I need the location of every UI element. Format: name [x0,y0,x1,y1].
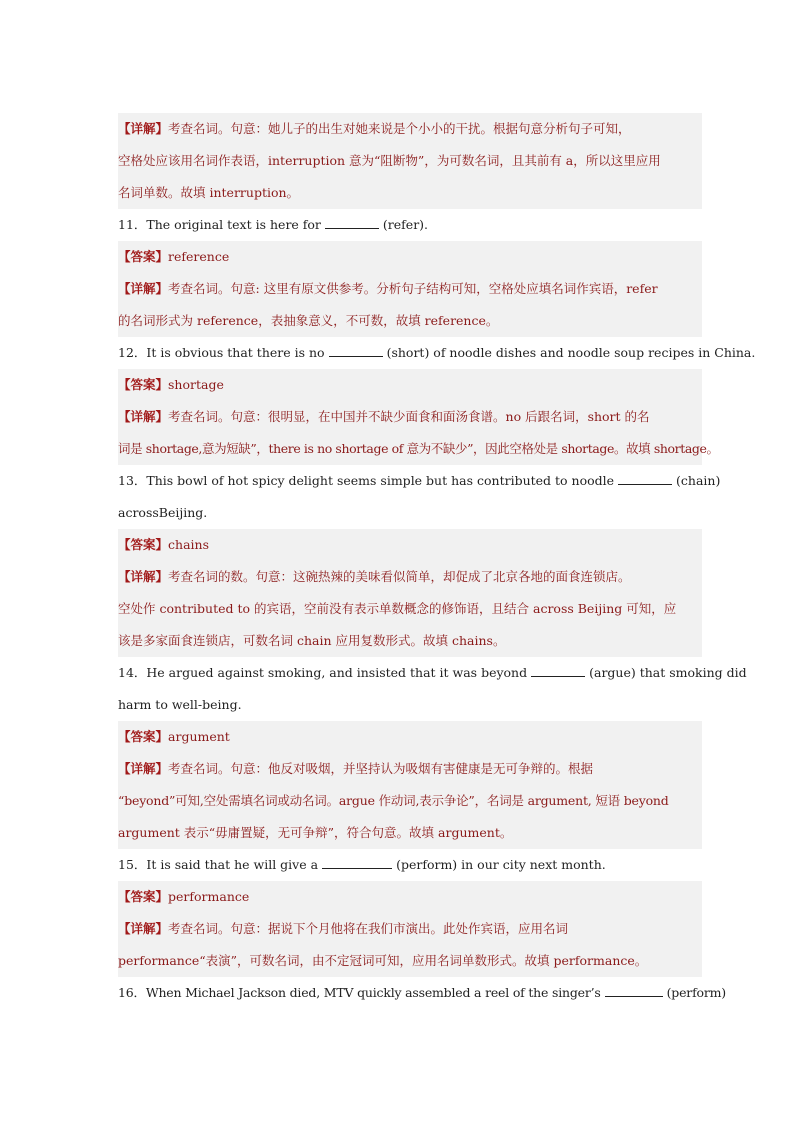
answer-text: chains [168,537,209,552]
detail-text: 考查名词。句意：很明显，在中国并不缺少面食和面汤食谱。no 后跟名词，short 的名 [168,409,650,424]
detail-line [118,273,702,305]
answer-blank [618,470,672,485]
detail-tag: 【详解】 [118,409,169,424]
question-14 [118,657,747,689]
question-number: 13． [118,473,147,488]
detail-line [118,593,702,625]
detail-text: 考查名词。句意：据说下个月他将在我们市演出。此处作宾语，应用名词 [168,921,569,936]
detail-tag: 【详解】 [118,761,169,776]
answer-tag: 【答案】 [118,249,169,264]
question-text: When Michael Jackson died, MTV quickly assembled a reel of the singer’s [145,985,601,1000]
detail-text: 考查名词。句意：他反对吸烟，并坚持认为吸烟有害健康是无可争辩的。根据 [168,761,594,776]
question-text: It is obvious that there is no [146,345,325,360]
answer-line [118,369,702,401]
question-15 [118,849,702,881]
detail-text: 该是多家面食连锁店，可数名词 chain 应用复数形式。故填 chains。 [118,633,506,648]
detail-text: 空处作 contributed to 的宾语，空前没有表示单数概念的修饰语，且结合 across Beijing 可知，应 [118,601,677,616]
question-number: 15． [118,857,147,872]
answer-tag: 【答案】 [118,377,169,392]
question-text: This bowl of hot spicy delight seems simple but has contributed to noodle [146,473,615,488]
question-text: He argued against smoking, and insisted that it was beyond [146,665,528,680]
question-text: It is said that he will give a [146,857,319,872]
question-text: (short) of noodle dishes and noodle soup recipes in China. [386,345,756,360]
question-number: 12． [118,345,147,360]
answer-text: argument [168,729,230,744]
detail-tag: 【详解】 [118,281,169,296]
question-text: acrossBeijing. [118,505,208,520]
detail-line [118,113,702,145]
detail-text: 的名词形式为 reference，表抽象意义，不可数，故填 reference。 [118,313,499,328]
detail-line [118,433,719,465]
question-number: 16． [118,985,146,1000]
detail-line [118,177,702,209]
answer-blank [329,342,383,357]
detail-line [118,913,702,945]
answer-blank [322,854,392,869]
question-text: (perform) in our city next month. [396,857,606,872]
detail-line [118,145,702,177]
question-text: (refer). [382,217,429,232]
detail-line [118,817,702,849]
detail-tag: 【详解】 [118,921,169,936]
answer-line [118,241,702,273]
detail-line [118,305,702,337]
answer-blank [325,214,379,229]
question-number: 14． [118,665,147,680]
answer-text: reference [168,249,230,264]
question-16 [118,977,726,1009]
detail-text: performance“表演”，可数名词，由不定冠词可知，应用名词单数形式。故填 performance。 [118,953,648,968]
detail-text: 考查名词的数。句意：这碗热辣的美味看似简单，却促成了北京各地的面食连锁店。 [168,569,631,584]
detail-text: 词是 shortage,意为短缺”，there is no shortage of 意为不缺少”，因此空格处是 shortage。故填 shortage。 [118,441,719,456]
detail-tag: 【详解】 [118,121,169,136]
detail-line [118,945,702,977]
question-text: (chain) [676,473,721,488]
detail-line [118,625,702,657]
detail-text: 考查名词。句意：她儿子的出生对她来说是个小小的干扰。根据句意分析句子可知， [168,121,631,136]
question-number: 11． [118,217,147,232]
question-text: (argue) that smoking did [589,665,747,680]
answer-text: performance [168,889,250,904]
answer-blank [531,662,585,677]
answer-line [118,721,702,753]
answer-text: shortage [168,377,224,392]
detail-text: argument 表示“毋庸置疑，无可争辩”，符合句意。故填 argument。 [118,825,513,840]
detail-text: 空格处应该用名词作表语，interruption 意为“阻断物”，为可数名词，且其前有 a，所以这里应用 [118,153,661,168]
detail-line [118,753,702,785]
answer-line [118,881,702,913]
answer-blank [605,982,663,997]
question-text: (perform) [666,985,726,1000]
question-11 [118,209,702,241]
question-13-continued [118,497,702,529]
question-13 [118,465,721,497]
answer-tag: 【答案】 [118,537,169,552]
detail-line [118,785,702,817]
question-14-continued [118,689,702,721]
detail-text: “beyond”可知,空处需填名词或动名词。argue 作动词,表示争论”，名词是 argument, 短语 beyond [118,793,669,808]
detail-text: 名词单数。故填 interruption。 [118,185,300,200]
detail-tag: 【详解】 [118,569,169,584]
answer-line [118,529,702,561]
document-page [118,113,756,1009]
detail-text: 考查名词。句意: 这里有原文供参考。分析句子结构可知，空格处应填名词作宾语，refer [168,281,658,296]
question-text: harm to well-being. [118,697,242,712]
detail-line [118,401,702,433]
question-12 [118,337,756,369]
answer-tag: 【答案】 [118,889,169,904]
question-text: The original text is here for [146,217,321,232]
detail-line [118,561,702,593]
answer-tag: 【答案】 [118,729,169,744]
